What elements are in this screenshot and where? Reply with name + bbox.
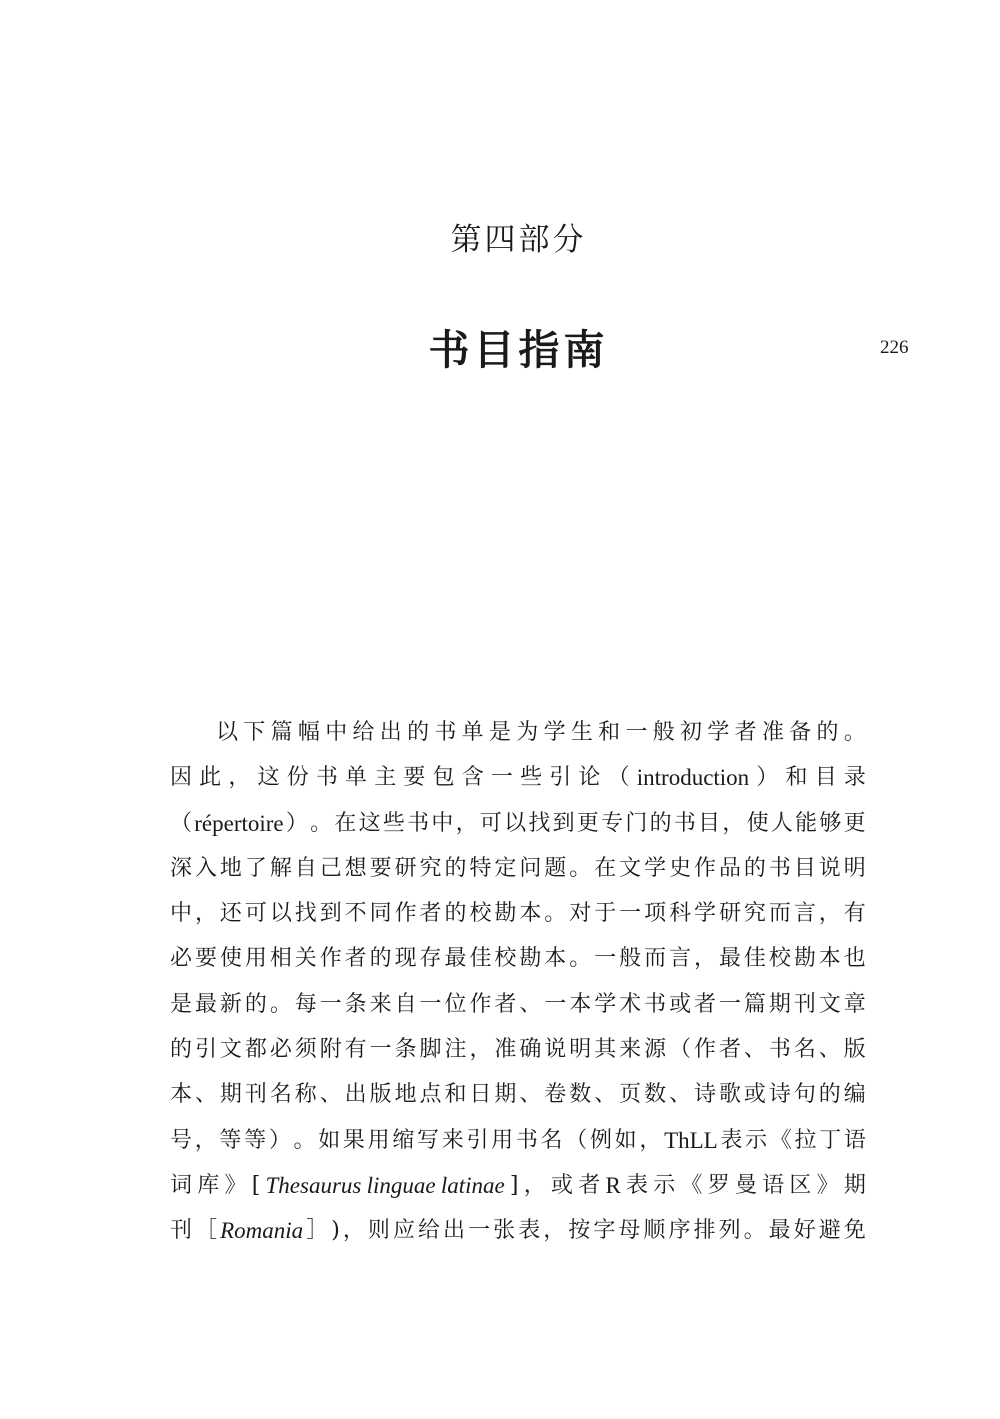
paragraph-line: 因 此 ， 这 份 书 单 主 要 包 含 一 些 引 论 （ introduction ） 和 目 录	[170, 765, 866, 791]
paragraph-line: 必 要 使 用 相 关 作 者 的 现 存 最 佳 校 勘 本 。 一 般 而 言 ， 最 佳 校 勘 本 也	[170, 946, 866, 972]
paragraph-line: 是 最 新 的 。 每 一 条 来 自 一 位 作 者 、 一 本 学 术 书 或 者 一 篇 期 刊 文 章	[170, 991, 866, 1017]
paragraph-line: 的 引 文 都 必 须 附 有 一 条 脚 注 ， 准 确 说 明 其 来 源 （ 作 者 、 书 名 、 版	[170, 1037, 866, 1063]
paragraph-line: 本 、 期 刊 名 称 、 出 版 地 点 和 日 期 、 卷 数 、 页 数 、 诗 歌 或 诗 句 的 编	[170, 1082, 866, 1108]
paragraph-line: 号 ， 等 等 ） 。 如 果 用 缩 写 来 引 用 书 名 （ 例 如 ， ThLL 表 示 《 拉 丁 语	[170, 1127, 866, 1153]
paragraph-line: 中 ， 还 可 以 找 到 不 同 作 者 的 校 勘 本 。 对 于 一 项 科 学 研 究 而 言 ， 有	[170, 901, 866, 927]
body-paragraph	[170, 710, 866, 1254]
chapter-title: 书目指南	[428, 326, 609, 374]
paragraph-line: 以 下 篇 幅 中 给 出 的 书 单 是 为 学 生 和 一 般 初 学 者 准 备 的 。	[216, 720, 866, 745]
margin-page-number: 226	[880, 337, 909, 358]
paragraph-line: 刊 ［ Romania ］ ) ， 则 应 给 出 一 张 表 ， 按 字 母 顺 序 排 列 。 最 好 避 免	[170, 1218, 866, 1244]
paragraph-line: 词 库 》 [ Thesaurus linguae latinae ] ， 或 者 R 表 示 《 罗 曼 语 区 》 期	[170, 1172, 866, 1198]
paragraph-line: 深 入 地 了 解 自 己 想 要 研 究 的 特 定 问 题 。 在 文 学 史 作 品 的 书 目 说 明	[170, 855, 866, 881]
paragraph-line: （ répertoire ） 。 在 这 些 书 中 ， 可 以 找 到 更 专 门 的 书 目 ， 使 人 能 够 更	[170, 810, 866, 836]
part-label: 第四部分	[450, 222, 587, 258]
